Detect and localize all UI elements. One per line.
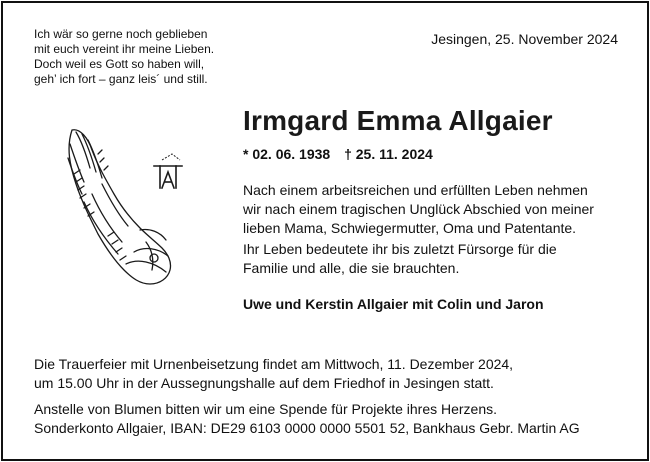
text-line: Sonderkonto Allgaier, IBAN: DE29 6103 0000 0000 5501 52, Bankhaus Gebr. Martin AG [34, 420, 580, 436]
text-line: Ihr Leben bedeutete ihr bis zuletzt Fürsorge für die [243, 241, 557, 257]
text-line: lieben Mama, Schwiegermutter, Oma und Patentante. [243, 220, 577, 236]
donation-info [34, 400, 580, 438]
poem-line: Ich wär so gerne noch geblieben [34, 27, 208, 41]
funeral-info [34, 355, 513, 393]
life-paragraph [243, 240, 557, 278]
poem [34, 27, 264, 87]
text-line: Nach einem arbeitsreichen und erfüllten Leben nehmen [243, 182, 588, 198]
text-line: um 15.00 Uhr in der Aussegnungshalle auf dem Friedhof in Jesingen statt. [34, 375, 494, 391]
place-date: Jesingen, 25. November 2024 [431, 31, 618, 47]
text-line: wir nach einem tragischen Unglück Abschied von meiner [243, 201, 594, 217]
death-date: † 25. 11. 2024 [344, 146, 433, 162]
poem-line: geh’ ich fort – ganz leis´ und still. [34, 72, 208, 86]
farewell-paragraph [243, 181, 594, 238]
family-signature: Uwe und Kerstin Allgaier mit Colin und Jaron [243, 296, 544, 312]
praying-hands-icon [62, 124, 192, 292]
poem-line: Doch weil es Gott so haben will, [34, 57, 205, 71]
text-line: Anstelle von Blumen bitten wir um eine Spende für Projekte ihres Herzens. [34, 401, 498, 417]
text-line: Familie und alle, die sie brauchten. [243, 260, 460, 276]
deceased-name: Irmgard Emma Allgaier [243, 105, 553, 136]
birth-date: * 02. 06. 1938 [243, 146, 331, 162]
text-line: Die Trauerfeier mit Urnenbeisetzung findet am Mittwoch, 11. Dezember 2024, [34, 356, 514, 372]
poem-line: mit euch vereint ihr meine Lieben. [34, 42, 215, 56]
life-dates [243, 146, 433, 162]
